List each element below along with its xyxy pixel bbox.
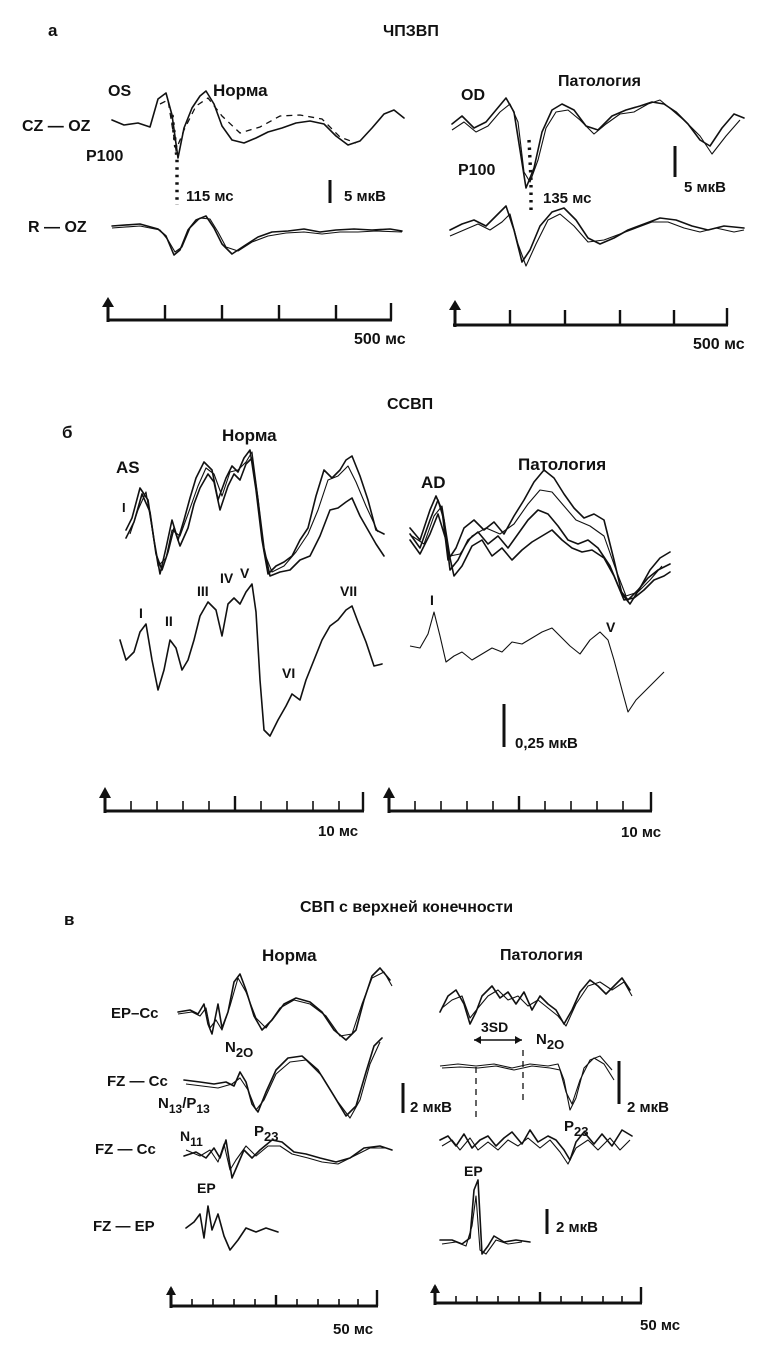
panel-c-right-trace-2 [440,1058,614,1110]
panel-a-title: ЧПЗВП [383,23,439,40]
panel-c-time-left: 50 мс [333,1321,374,1338]
panel-a-letter: а [48,21,58,40]
wave-label-v: V [240,565,250,581]
panel-a-lead-top: CZ — OZ [22,118,91,135]
panel-a [22,21,745,353]
label-n11: N11 [180,1128,203,1149]
panel-a-time-left: 500 мс [354,331,406,348]
panel-a-right-latency-marker [529,140,531,215]
label-p23-right: P23 [564,1118,589,1139]
panel-a-left-trace-top-2 [160,98,356,150]
panel-c-state-left: Норма [262,946,317,965]
wave-label-vii: VII [340,583,358,599]
wave-label-iii: III [197,583,209,599]
panel-a-eye-left: OS [108,83,132,100]
panel-c-left-trace-3 [184,1140,392,1178]
panel-c-right-trace-1b [442,982,632,1026]
panel-b-stimulus-arrow-right [383,787,395,798]
panel-a-right-trace-top-1 [452,98,744,188]
panel-b-right-trace-3 [410,514,670,600]
label-n13-p13: $N_{13}/P_{13}$ [158,1095,210,1116]
wave-label-vi: VI [282,665,296,681]
panel-b-time-left: 10 мс [318,823,359,840]
panel-a-latency-left: 115 мс [186,188,234,205]
panel-c-right-trace-3b [442,1138,630,1164]
panel-c-left-trace-2b [186,1042,380,1118]
panel-a-ticks-right [510,308,727,325]
panel-a-scale-left: 5 мкВ [344,188,386,205]
panel-b-marker-left: I [122,500,126,515]
panel-c-lead-2: FZ — Cc [107,1073,168,1090]
wave-label-i-right: I [430,592,434,608]
panel-b-letter: б [62,423,73,442]
panel-a-left-trace-bottom-1 [112,216,402,255]
panel-c-lead-4: FZ — EP [93,1218,155,1235]
panel-b-ticks-left [131,792,363,811]
panel-c-lead-3: FZ — Cc [95,1141,156,1158]
panel-b-state-left: Норма [222,426,277,445]
label-ep-right: EP [464,1163,483,1179]
panel-c-time-right: 50 мс [640,1317,681,1334]
panel-c [64,899,680,1338]
panel-a-time-right: 500 мс [693,336,745,353]
panel-b-ear-left: AS [116,458,140,477]
label-3sd: 3SD [481,1019,509,1035]
panel-b-title: ССВП [387,396,434,413]
panel-a-ticks-left [165,303,391,320]
panel-a-latency-right: 135 мс [543,190,592,207]
panel-a-peak-left: P100 [86,148,124,165]
wave-label-ii: II [165,613,173,629]
panel-c-right-trace-2b [442,1056,612,1104]
panel-c-scale-left: 2 мкВ [410,1099,452,1116]
panel-a-left-trace-top-1 [112,91,404,158]
panel-b-ear-right: AD [421,473,446,492]
panel-c-left-labels [158,1039,278,1196]
panel-b-wave-labels-left [139,565,357,681]
panel-b-wave-labels-right [430,592,616,635]
panel-b-ticks-right [415,792,651,811]
panel-b-stimulus-arrow-left [99,787,111,798]
label-ep-left: EP [197,1180,216,1196]
panel-c-right-trace-1 [440,978,630,1024]
panel-c-ticks-left [192,1290,377,1306]
panel-c-scale-right-top: 2 мкВ [627,1099,669,1116]
panel-c-scale-right-bottom: 2 мкВ [556,1219,598,1236]
label-n20-right: N2O [536,1031,565,1052]
panel-a-scale-right: 5 мкВ [684,179,726,196]
panel-c-left-trace-3b [186,1144,386,1170]
panel-a-stimulus-arrow-left [102,297,114,307]
panel-a-right-trace-bottom-1 [450,206,744,262]
panel-a-stimulus-arrow-right [449,300,461,310]
wave-label-iv: IV [220,570,234,586]
panel-a-state-right: Патология [558,73,641,90]
panel-a-lead-bottom: R — OZ [28,219,87,236]
panel-b-left-average-trace [120,584,382,736]
panel-b-state-right: Патология [518,455,607,474]
panel-b-time-right: 10 мс [621,824,662,841]
panel-c-state-right: Патология [500,947,583,964]
panel-a-eye-right: OD [461,87,485,104]
panel-b-right-trace-4 [412,490,662,596]
panel-a-left-trace-bottom-2 [112,218,402,252]
panel-a-state-left: Норма [213,81,268,100]
panel-c-title: СВП с верхней конечности [300,899,514,916]
panel-c-ticks-right [456,1287,641,1303]
panel-c-left-trace-4 [186,1206,278,1250]
label-p23-left: P23 [254,1123,279,1144]
wave-label-v-right: V [606,619,616,635]
panel-a-peak-right: P100 [458,162,496,179]
panel-c-left-trace-1 [178,968,390,1040]
panel-b-scale: 0,25 мкВ [515,735,578,752]
panel-c-lead-1: EP–Cc [111,1005,159,1022]
panel-c-left-trace-2 [184,1038,382,1116]
panel-b-right-average-trace [410,612,664,712]
wave-label-i: I [139,605,143,621]
panel-a-right-trace-bottom-2 [450,214,744,266]
label-n20-left: N2O [225,1039,254,1060]
panel-b [62,396,670,841]
panel-c-letter: в [64,910,75,929]
